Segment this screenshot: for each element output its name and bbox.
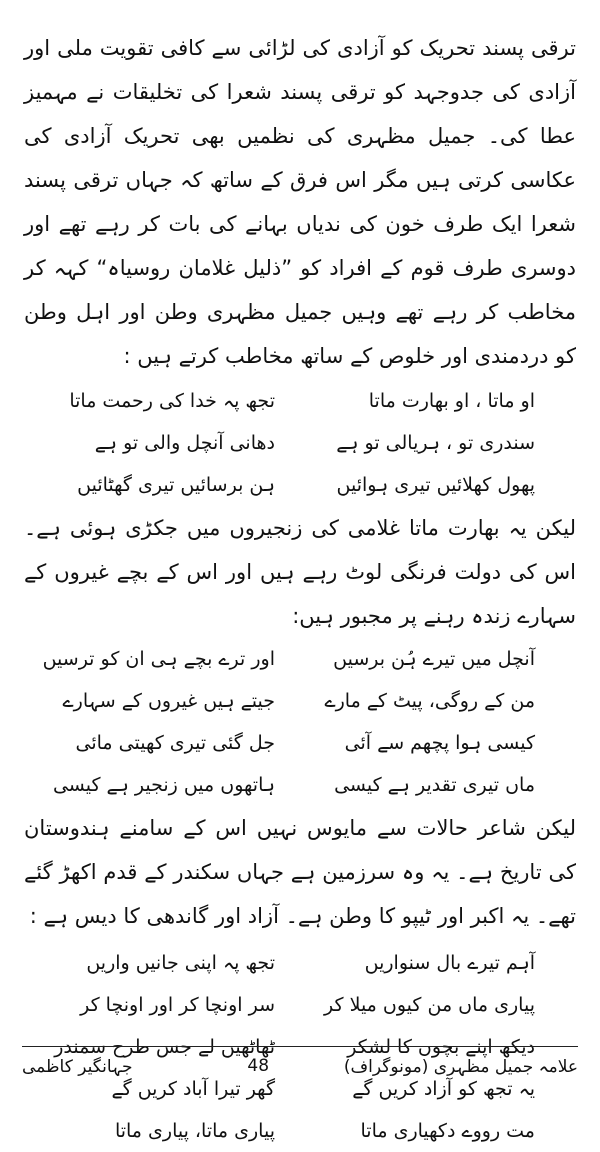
misra-second: تجھ پہ خدا کی رحمت ماتا bbox=[69, 390, 275, 412]
misra-first: یہ تجھ کو آزاد کریں گے bbox=[352, 1078, 535, 1100]
misra-first: او ماتا ، او بھارت ماتا bbox=[368, 390, 535, 412]
misra-second: دھانی آنچل والی تو ہے bbox=[94, 432, 275, 454]
misra-second: جیتے ہیں غیروں کے سہارے bbox=[62, 690, 275, 712]
couplet bbox=[65, 942, 535, 984]
misra-second: اور ترے بچے ہی ان کو ترسیں bbox=[42, 648, 275, 670]
misra-first: دیکھ اپنے بچوں کا لشکر bbox=[347, 1036, 535, 1058]
misra-first: کیسی ہوا پچھم سے آئی bbox=[344, 732, 535, 754]
page-number: 48 bbox=[247, 1056, 270, 1076]
couplet bbox=[65, 464, 535, 506]
footer-divider bbox=[22, 1046, 578, 1047]
footer-book-title: علامہ جمیل مظہری (مونوگراف) bbox=[343, 1056, 578, 1077]
verse-block-1 bbox=[65, 380, 535, 506]
paragraph-intro: ترقی پسند تحریک کو آزادی کی لڑائی سے کافی تقویت ملی اور آزادی کی جدوجہد کو ترقی پسند شعرا کی تخلیقات نے مہمیز عطا کی۔ جمیل مظہری کی نظمیں بھی تحریک آزادی کی عکاسی کرتی ہیں مگر اس فرق کے ساتھ کہ جہاں ترقی پسند شعرا ایک طرف خون کی ندیاں بہانے کی بات کر رہے تھے اور دوسری طرف قوم کے افراد کو ”ذلیل غلامان روسیاہ“ کہہ کر مخاطب کر رہے تھے وہیں جمیل مظہری وطن اور اہل وطن کو دردمندی اور خلوص کے ساتھ مخاطب کرتے ہیں : bbox=[24, 36, 576, 368]
paragraph-chains: لیکن یہ بھارت ماتا غلامی کی زنجیروں میں جکڑی ہوئی ہے۔ اس کی دولت فرنگی لوٹ رہے ہیں اور اس کے بچے غیروں کے سہارے زندہ رہنے پر مجبور ہیں: bbox=[24, 516, 576, 628]
misra-second: تجھ پہ اپنی جانیں واریں bbox=[86, 952, 275, 974]
misra-first: ماں تیری تقدیر ہے کیسی bbox=[334, 774, 535, 796]
couplet bbox=[62, 680, 535, 722]
paragraph-history: لیکن شاعر حالات سے مایوس نہیں اس کے سامنے ہندوستان کی تاریخ ہے۔ یہ وہ سرزمین ہے جہاں سکندر کے قدم اکھڑ گئے تھے۔ یہ اکبر اور ٹیپو کا وطن ہے۔ آزاد اور گاندھی کا دیس ہے : bbox=[24, 816, 576, 928]
misra-first: آہم تیرے بال سنواریں bbox=[364, 952, 535, 974]
misra-first: سندری تو ، ہریالی تو ہے bbox=[336, 432, 535, 454]
couplet bbox=[65, 1110, 535, 1152]
misra-first: مت رووے دکھیاری ماتا bbox=[360, 1120, 535, 1142]
misra-second: سر اونچا کر اور اونچا کر bbox=[80, 994, 275, 1016]
misra-second: ہن برسائیں تیری گھٹائیں bbox=[77, 474, 275, 496]
misra-second: ٹھاٹھیں لے جس طرح سمندر bbox=[54, 1036, 275, 1058]
misra-first: آنچل میں تیرے ہُن برسیں bbox=[333, 648, 535, 670]
misra-first: من کے روگی، پیٹ کے مارے bbox=[324, 690, 535, 712]
couplet bbox=[52, 764, 535, 806]
misra-second: ہاتھوں میں زنجیر ہے کیسی bbox=[52, 774, 275, 796]
misra-first: پھول کھلائیں تیری ہوائیں bbox=[336, 474, 535, 496]
misra-first: پیاری ماں من کیوں میلا کر bbox=[324, 994, 535, 1016]
couplet bbox=[65, 984, 535, 1026]
couplet bbox=[65, 380, 535, 422]
verse-block-3 bbox=[54, 942, 535, 1152]
verse-block-2 bbox=[42, 638, 535, 806]
couplet bbox=[65, 722, 535, 764]
page-footer bbox=[22, 1050, 578, 1082]
misra-second: جل گئی تیری کھیتی مائی bbox=[75, 732, 275, 754]
misra-second: پیاری ماتا، پیاری ماتا bbox=[114, 1120, 275, 1142]
misra-second: گھر تیرا آباد کریں گے bbox=[111, 1078, 275, 1100]
couplet bbox=[65, 422, 535, 464]
footer-author: جہانگیر کاظمی bbox=[22, 1056, 133, 1077]
couplet bbox=[42, 638, 535, 680]
